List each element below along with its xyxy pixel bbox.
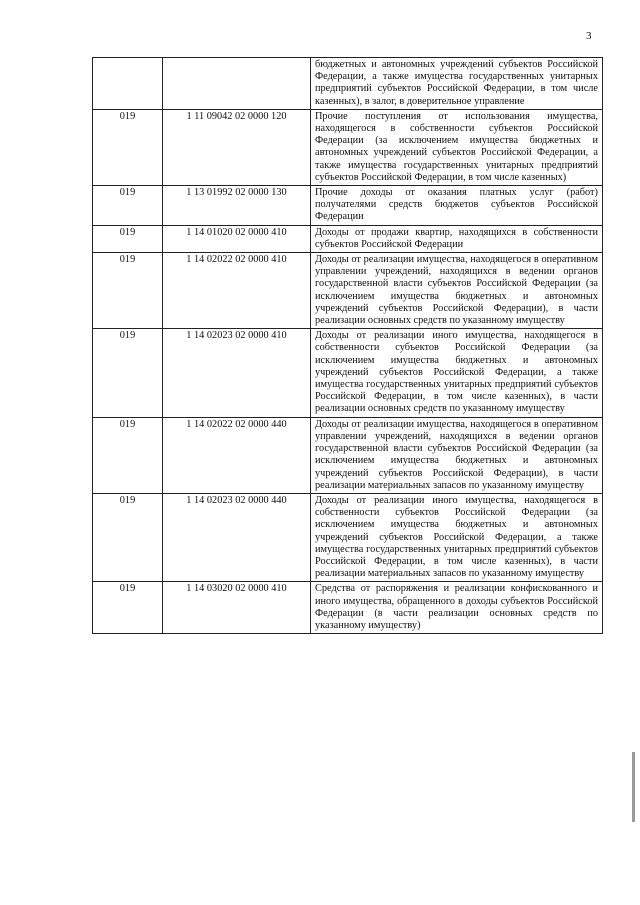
description-cell: Доходы от продажи квартир, находящихся в собственности субъектов Российской Федерации (311, 225, 603, 252)
kbk-code-cell: 1 11 09042 02 0000 120 (163, 109, 311, 185)
table-row (93, 58, 603, 110)
description-cell: Доходы от реализации иного имущества, находящегося в собственности субъектов Российской Федерации (за исключением имущества бюджетных и автономных учреждений субъектов Российской Федерации, а также имущества государственных унитарных предприятий субъектов Российской Федерации, в том числе казенных), в части реализации материальных запасов по указанному имуществу (311, 493, 603, 581)
kbk-code-cell: 1 14 02022 02 0000 440 (163, 417, 311, 493)
table-row (93, 329, 603, 417)
admin-code-cell: 019 (93, 493, 163, 581)
table-row (93, 493, 603, 581)
kbk-code-cell: 1 14 03020 02 0000 410 (163, 582, 311, 634)
kbk-code-cell: 1 14 01020 02 0000 410 (163, 225, 311, 252)
revenue-codes-table (92, 57, 603, 634)
admin-code-cell: 019 (93, 253, 163, 329)
table-row (93, 186, 603, 226)
kbk-code-cell (163, 58, 311, 110)
description-cell: Средства от распоряжения и реализации конфискованного и иного имущества, обращенного в доходы субъектов Российской Федерации (в части реализации основных средств по указанному имуществу) (311, 582, 603, 634)
description-cell: Доходы от реализации имущества, находящегося в оперативном управлении учреждений, находящихся в ведении органов государственной власти субъектов Российской Федерации (за исключением имущества бюджетных и автономных учреждений субъектов Российской Федерации), в части реализации материальных запасов по указанному имуществу (311, 417, 603, 493)
kbk-code-cell: 1 13 01992 02 0000 130 (163, 186, 311, 226)
kbk-code-cell: 1 14 02023 02 0000 440 (163, 493, 311, 581)
description-cell: Прочие доходы от оказания платных услуг (работ) получателями средств бюджетов субъектов Российской Федерации (311, 186, 603, 226)
table-row (93, 109, 603, 185)
admin-code-cell: 019 (93, 109, 163, 185)
table-row (93, 253, 603, 329)
table-row (93, 225, 603, 252)
admin-code-cell (93, 58, 163, 110)
scan-edge-mark (632, 752, 635, 822)
kbk-code-cell: 1 14 02023 02 0000 410 (163, 329, 311, 417)
admin-code-cell: 019 (93, 225, 163, 252)
admin-code-cell: 019 (93, 329, 163, 417)
admin-code-cell: 019 (93, 417, 163, 493)
description-cell: Прочие поступления от использования имущества, находящегося в собственности субъектов Российской Федерации (за исключением имущества бюджетных и автономных учреждений субъектов Российской Федерации, а также имущества государственных унитарных предприятий субъектов Российской Федерации, в том числе казенных) (311, 109, 603, 185)
description-cell: Доходы от реализации имущества, находящегося в оперативном управлении учреждений, находящихся в ведении органов государственной власти субъектов Российской Федерации (за исключением имущества бюджетных и автономных учреждений субъектов Российской Федерации), в части реализации основных средств по указанному имуществу (311, 253, 603, 329)
admin-code-cell: 019 (93, 186, 163, 226)
description-cell: бюджетных и автономных учреждений субъектов Российской Федерации, а также имущества государственных унитарных предприятий субъектов Российской Федерации, в том числе казенных), в залог, в доверительное управление (311, 58, 603, 110)
kbk-code-cell: 1 14 02022 02 0000 410 (163, 253, 311, 329)
admin-code-cell: 019 (93, 582, 163, 634)
page-number: 3 (586, 30, 592, 42)
description-cell: Доходы от реализации иного имущества, находящегося в собственности субъектов Российской Федерации (за исключением имущества бюджетных и автономных учреждений субъектов Российской Федерации, а также имущества государственных унитарных предприятий субъектов Российской Федерации, в том числе казенных), в части реализации основных средств по указанному имуществу (311, 329, 603, 417)
table-row (93, 582, 603, 634)
table-row (93, 417, 603, 493)
